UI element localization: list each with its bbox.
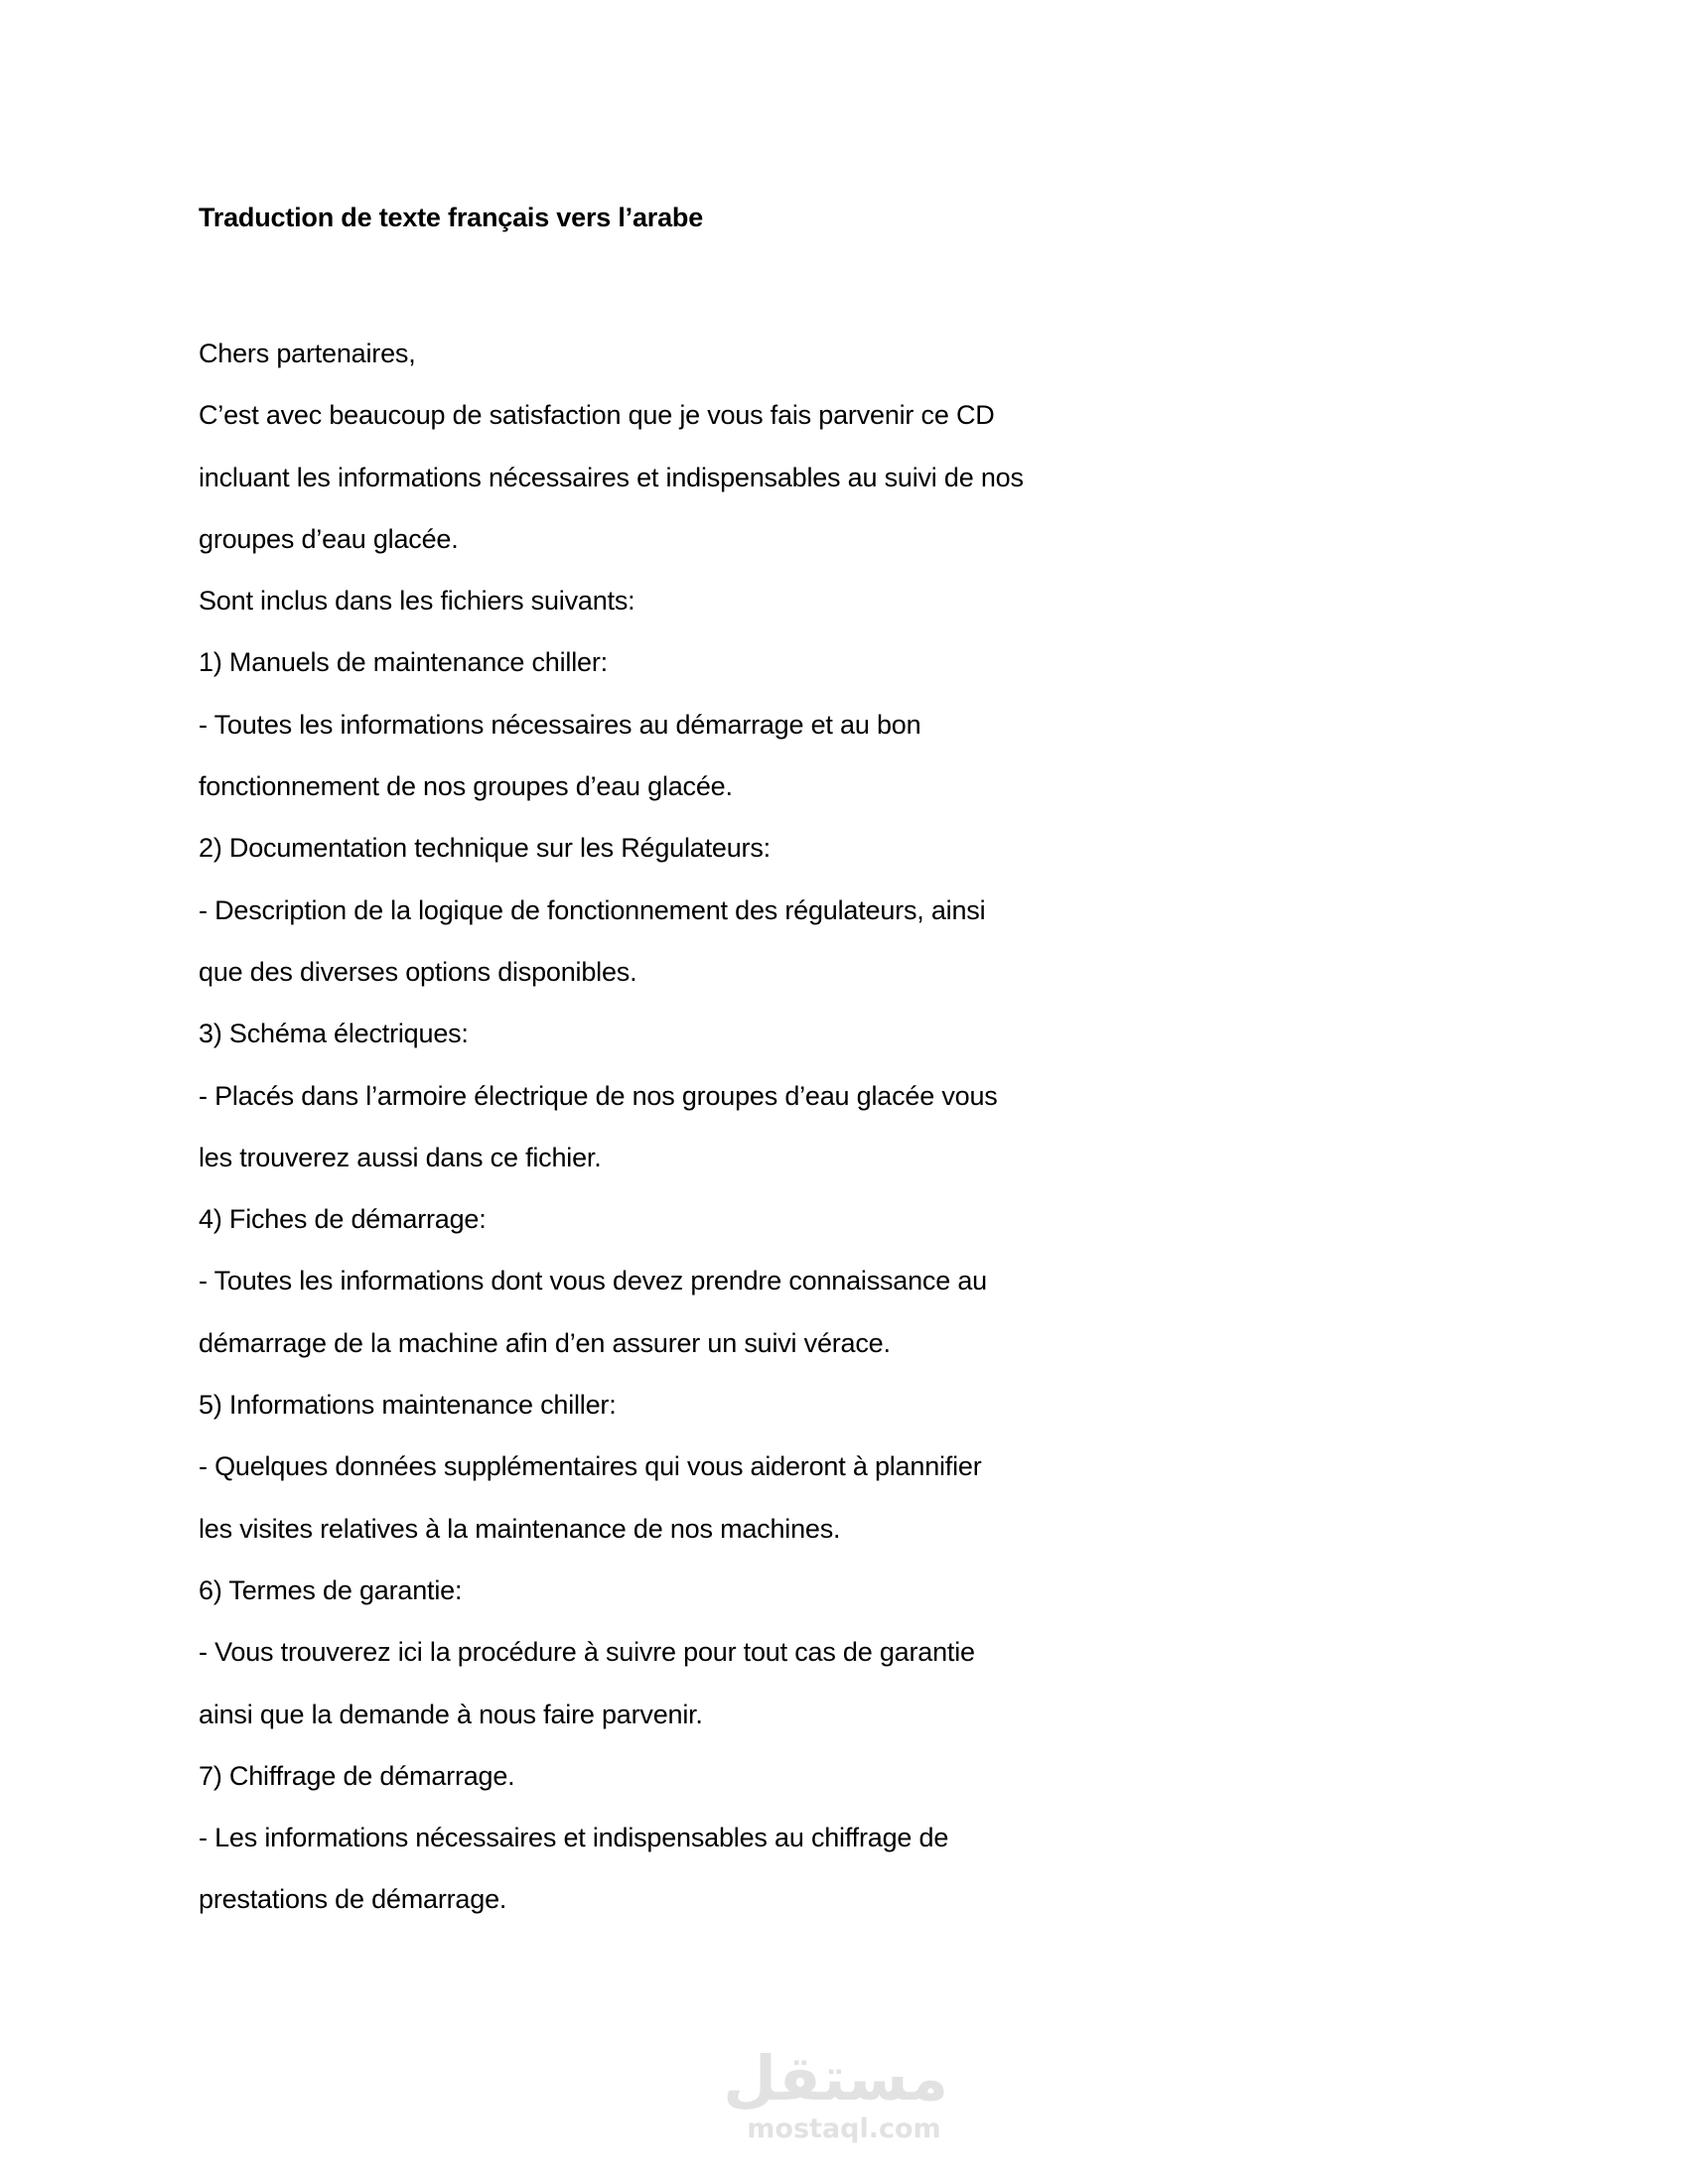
body-line: les trouverez aussi dans ce fichier.	[199, 1142, 602, 1172]
body-line: 7) Chiffrage de démarrage.	[199, 1760, 515, 1791]
document-body	[199, 323, 1291, 1931]
body-line: incluant les informations nécessaires et indispensables au suivi de nos	[199, 462, 1024, 492]
body-line: fonctionnement de nos groupes d’eau glacée.	[199, 771, 733, 802]
body-line: les visites relatives à la maintenance de nos machines.	[199, 1513, 841, 1544]
body-line: - Quelques données supplémentaires qui vous aideront à plannifier	[199, 1451, 982, 1482]
body-line: - Vous trouverez ici la procédure à suivre pour tout cas de garantie	[199, 1637, 975, 1668]
body-line: - Toutes les informations dont vous devez prendre connaissance au	[199, 1266, 987, 1297]
body-line: 3) Schéma électriques:	[199, 1019, 469, 1049]
body-line: 5) Informations maintenance chiller:	[199, 1390, 617, 1421]
body-line: - Toutes les informations nécessaires au démarrage et au bon	[199, 709, 921, 740]
body-line: 1) Manuels de maintenance chiller:	[199, 647, 608, 678]
watermark-logo: مستقل	[723, 2042, 948, 2115]
body-line: - Description de la logique de fonctionnement des régulateurs, ainsi	[199, 894, 986, 925]
body-line: ainsi que la demande à nous faire parvenir.	[199, 1699, 703, 1729]
mostaql-watermark	[723, 2042, 948, 2144]
body-line: - Placés dans l’armoire électrique de nos groupes d’eau glacée vous	[199, 1080, 998, 1111]
watermark-url: mostaql.com	[747, 2114, 941, 2144]
body-line: C’est avec beaucoup de satisfaction que je vous fais parvenir ce CD	[199, 400, 995, 431]
body-line: 6) Termes de garantie:	[199, 1574, 463, 1605]
body-line: 4) Fiches de démarrage:	[199, 1204, 487, 1235]
body-line: groupes d’eau glacée.	[199, 523, 459, 554]
body-line: - Les informations nécessaires et indispensables au chiffrage de	[199, 1823, 949, 1853]
body-line: 2) Documentation technique sur les Régulateurs:	[199, 833, 771, 864]
document-title: Traduction de texte français vers l’arabe	[199, 203, 704, 232]
body-line: Sont inclus dans les fichiers suivants:	[199, 586, 635, 616]
body-line: que des diverses options disponibles.	[199, 956, 637, 987]
body-line: prestations de démarrage.	[199, 1884, 507, 1915]
body-line: Chers partenaires,	[199, 339, 416, 368]
body-line: démarrage de la machine afin d’en assurer un suivi vérace.	[199, 1327, 891, 1358]
